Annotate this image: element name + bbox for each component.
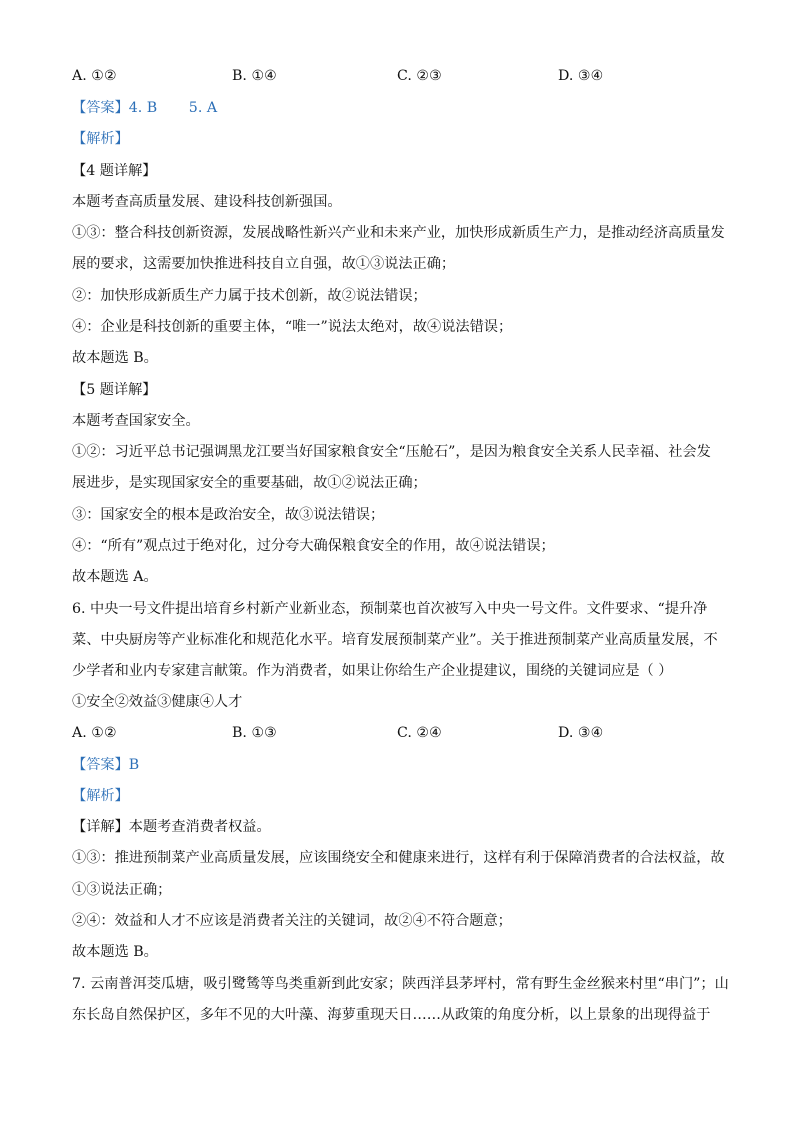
q6-detail-line: 故本题选 B。: [72, 944, 158, 960]
q4-line: ②：加快形成新质生产力属于技术创新，故②说法错误；: [72, 288, 427, 304]
option-c: C. ②④: [397, 725, 442, 741]
q5-heading: 【5 题详解】: [72, 382, 157, 398]
q4-line: 展的要求，这需要加快推进科技自立自强，故①③说法正确；: [72, 256, 456, 272]
q7-stem: 东长岛自然保护区，多年不见的大叶藻、海萝重现天日……从政策的角度分析，以上景象的出现得益于: [72, 1007, 711, 1023]
analysis-label: 【解析】: [72, 788, 129, 804]
q6-detail-line: ①③：推进预制菜产业高质量发展，应该围绕安全和健康来进行，这样有利于保障消费者的合法权益，故: [72, 850, 725, 866]
question-6-options: [72, 723, 732, 743]
answer-6: 【答案】B: [72, 757, 140, 773]
q4-line: 故本题选 B。: [72, 350, 158, 366]
q6-stem: 6. 中央一号文件提出培育乡村新产业新业态，预制菜也首次被写入中央一号文件。文件要求、“提升净: [72, 601, 708, 617]
q6-stem: ①安全②效益③健康④人才: [72, 694, 243, 710]
q5-line: 故本题选 A。: [72, 569, 158, 585]
q6-detail-line: ②④：效益和人才不应该是消费者关注的关键词，故②④不符合题意；: [72, 913, 512, 929]
q4-line: 本题考查高质量发展、建设科技创新强国。: [72, 194, 342, 210]
q5-line: ④：“所有”观点过于绝对化，过分夸大确保粮食安全的作用，故④说法错误；: [72, 538, 555, 554]
q5-line: 本题考查国家安全。: [72, 413, 200, 429]
question-3-options: [72, 66, 732, 86]
option-a: A. ①②: [72, 68, 117, 84]
option-b: B. ①④: [232, 68, 277, 84]
answer-4-5: 【答案】4. B 5. A: [72, 100, 218, 116]
q7-stem: 7. 云南普洱茭瓜塘，吸引鹭鸶等鸟类重新到此安家；陕西洋县茅坪村，常有野生金丝猴来村里“串门”；山: [72, 976, 729, 992]
q5-line: 展进步，是实现国家安全的重要基础，故①②说法正确；: [72, 475, 427, 491]
q6-detail-line: ①③说法正确；: [72, 882, 172, 898]
option-c: C. ②③: [397, 68, 442, 84]
q6-stem: 菜、中央厨房等产业标准化和规范化水平。培育发展预制菜产业”。关于推进预制菜产业高质量发展，不: [72, 632, 718, 648]
option-d: D. ③④: [558, 68, 604, 84]
q4-heading: 【4 题详解】: [72, 163, 157, 179]
q4-line: ①③：整合科技创新资源，发展战略性新兴产业和未来产业，加快形成新质生产力，是推动经济高质量发: [72, 225, 725, 241]
option-b: B. ①③: [232, 725, 277, 741]
q4-line: ④：企业是科技创新的重要主体，“唯一”说法太绝对，故④说法错误；: [72, 319, 513, 335]
q5-line: ③：国家安全的根本是政治安全，故③说法错误；: [72, 507, 385, 523]
option-d: D. ③④: [558, 725, 604, 741]
q5-line: ①②：习近平总书记强调黑龙江要当好国家粮食安全“压舱石”，是因为粮食安全关系人民幸福、社会发: [72, 444, 711, 460]
q6-detail-line: 【详解】本题考查消费者权益。: [72, 819, 271, 835]
option-a: A. ①②: [72, 725, 117, 741]
q6-stem: 少学者和业内专家建言献策。作为消费者，如果让你给生产企业提建议，围绕的关键词应是（ ）: [72, 663, 673, 679]
analysis-label: 【解析】: [72, 131, 129, 147]
